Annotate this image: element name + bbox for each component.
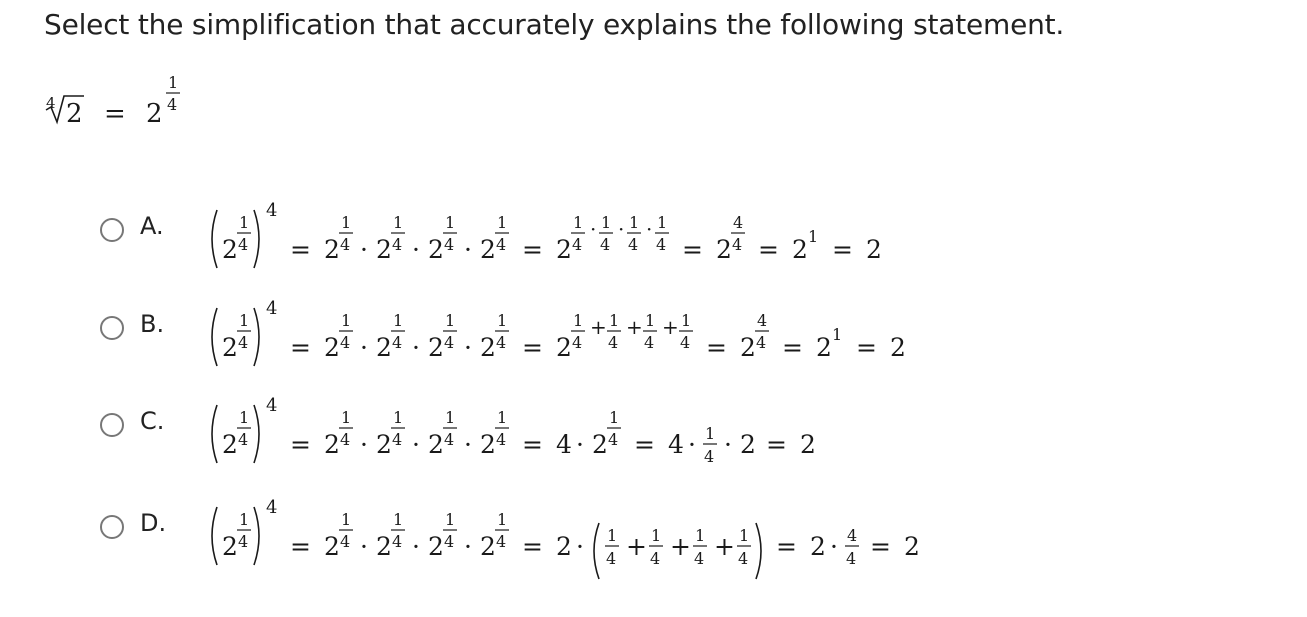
multiply-dot: · [688,430,696,459]
exponent-denominator: 4 [392,235,403,254]
base-two: 2 [740,430,756,459]
exponent-numerator: 1 [341,311,352,330]
exponent-denominator: 4 [496,430,507,449]
exponent-denominator: 4 [444,430,455,449]
exponent-numerator: 1 [573,213,584,232]
equals-sign: = [832,235,853,264]
exponent-one: 1 [832,325,843,344]
radio-button-b[interactable] [100,316,124,340]
multiply-dot: · [464,532,472,561]
plus-sign: + [714,532,735,561]
right-parenthesis [756,523,761,579]
fraction-numerator: 1 [705,424,716,443]
exponent-numerator: 1 [445,311,456,330]
result-value: 2 [866,235,882,264]
option-c[interactable] [96,395,1246,495]
exponent-numerator: 1 [445,213,456,232]
option-b-expression [210,284,1210,384]
exponent-denominator: 4 [238,430,249,449]
exponent-numerator: 1 [497,311,508,330]
equals-sign: = [522,235,543,264]
exponent-numerator: 1 [393,510,404,529]
multiply-dot: · [830,532,838,561]
exponent-numerator: 1 [497,408,508,427]
statement-equation [42,70,202,140]
power-base: 2 [428,532,444,561]
power-base: 2 [376,235,392,264]
multiply-dot: · [576,532,584,561]
exponent-numerator: 1 [239,213,250,232]
equals-sign: = [522,532,543,561]
fraction-denominator: 4 [606,549,617,568]
multiply-dot: · [646,217,653,241]
exponent-numerator: 1 [239,408,250,427]
exponent-denominator: 4 [444,333,455,352]
multiply-dot: · [360,430,368,459]
multiply-dot: · [724,430,732,459]
option-d[interactable] [96,497,1246,597]
power-base: 2 [324,430,340,459]
option-c-expression [210,381,1210,481]
equals-sign: = [856,333,877,362]
exponent-numerator: 4 [757,311,768,330]
exponent-numerator: 1 [393,408,404,427]
equals-sign: = [290,333,311,362]
right-parenthesis [254,405,259,463]
right-parenthesis [254,308,259,366]
question-prompt: Select the simplification that accurately explains the following statement. [44,8,1065,41]
option-letter-a: A. [140,212,164,240]
exponent-denominator: 4 [608,333,619,352]
coefficient-four: 4 [668,430,684,459]
exponent-denominator: 4 [340,235,351,254]
left-parenthesis [212,210,217,268]
power-base: 2 [222,333,238,362]
base-two: 2 [810,532,826,561]
equals-sign: = [634,430,655,459]
multiply-dot: · [360,532,368,561]
outer-exponent: 4 [266,395,278,416]
exponent-denominator: 4 [444,532,455,551]
fraction-numerator: 1 [695,526,706,545]
multiply-dot: · [412,532,420,561]
power-base: 2 [376,532,392,561]
exponent-numerator: 1 [445,510,456,529]
exponent-denominator: 4 [656,235,667,254]
fraction-denominator: 4 [694,549,705,568]
exponent-denominator: 4 [600,235,611,254]
equals-sign: = [522,430,543,459]
power-base: 2 [716,235,732,264]
fraction-numerator: 1 [739,526,750,545]
outer-exponent: 4 [266,200,278,221]
exponent-denominator: 4 [732,235,743,254]
multiply-dot: · [360,333,368,362]
exponent-denominator: 4 [238,333,249,352]
power-base: 2 [146,99,163,129]
power-base: 2 [480,333,496,362]
fraction-numerator: 1 [651,526,662,545]
power-base: 2 [222,430,238,459]
exponent-numerator: 1 [497,510,508,529]
exponent-numerator: 1 [393,213,404,232]
outer-exponent: 4 [266,497,278,518]
exponent-denominator: 4 [392,333,403,352]
plus-sign: + [626,532,647,561]
option-letter-b: B. [140,310,165,338]
outer-exponent: 4 [266,298,278,319]
exponent-numerator: 1 [609,408,620,427]
left-parenthesis [212,507,217,565]
exponent-denominator: 4 [167,95,178,114]
equals-sign: = [706,333,727,362]
equals-sign: = [290,235,311,264]
radio-button-a[interactable] [100,218,124,242]
equals-sign: = [782,333,803,362]
equals-sign: = [870,532,891,561]
left-parenthesis [594,523,599,579]
exponent-numerator: 1 [657,213,668,232]
power-base: 2 [792,235,808,264]
exponent-numerator: 1 [239,510,250,529]
equals-sign: = [776,532,797,561]
right-parenthesis [254,210,259,268]
exponent-numerator: 1 [445,408,456,427]
multiply-dot: · [360,235,368,264]
multiply-dot: · [590,217,597,241]
exponent-denominator: 4 [238,235,249,254]
exponent-denominator: 4 [392,532,403,551]
power-base: 2 [592,430,608,459]
equals-sign: = [758,235,779,264]
exponent-numerator: 1 [629,213,640,232]
plus-sign: + [662,315,679,339]
exponent-numerator: 1 [497,213,508,232]
power-base: 2 [816,333,832,362]
exponent-denominator: 4 [496,333,507,352]
exponent-numerator: 1 [168,73,179,92]
right-parenthesis [254,507,259,565]
power-base: 2 [556,333,572,362]
equals-sign: = [104,99,126,129]
power-base: 2 [324,532,340,561]
exponent-numerator: 1 [645,311,656,330]
plus-sign: + [590,315,607,339]
fraction-numerator: 4 [847,526,858,545]
fraction-denominator: 4 [650,549,661,568]
multiply-dot: · [464,430,472,459]
radio-button-d[interactable] [100,515,124,539]
multiply-dot: · [412,430,420,459]
exponent-one: 1 [808,227,819,246]
exponent-numerator: 1 [341,213,352,232]
power-base: 2 [480,430,496,459]
power-base: 2 [480,532,496,561]
plus-sign: + [626,315,643,339]
left-parenthesis [212,308,217,366]
left-parenthesis [212,405,217,463]
exponent-denominator: 4 [340,333,351,352]
option-a-expression [210,186,1210,286]
multiply-dot: · [464,235,472,264]
multiply-dot: · [618,217,625,241]
exponent-denominator: 4 [572,333,583,352]
radical-index: 4 [46,94,56,112]
power-base: 2 [324,235,340,264]
exponent-denominator: 4 [628,235,639,254]
option-letter-c: C. [140,407,165,435]
plus-sign: + [670,532,691,561]
exponent-denominator: 4 [680,333,691,352]
power-base: 2 [740,333,756,362]
power-base: 2 [428,333,444,362]
multiply-dot: · [464,333,472,362]
result-value: 2 [800,430,816,459]
fraction-denominator: 4 [704,447,715,466]
fraction-denominator: 4 [846,549,857,568]
exponent-denominator: 4 [238,532,249,551]
exponent-numerator: 4 [733,213,744,232]
power-base: 2 [222,235,238,264]
result-value: 2 [904,532,920,561]
power-base: 2 [376,333,392,362]
fraction-denominator: 4 [738,549,749,568]
multiply-dot: · [576,430,584,459]
exponent-numerator: 1 [601,213,612,232]
power-base: 2 [428,235,444,264]
fraction-numerator: 1 [607,526,618,545]
exponent-numerator: 1 [609,311,620,330]
power-base: 2 [222,532,238,561]
exponent-numerator: 1 [393,311,404,330]
exponent-numerator: 1 [573,311,584,330]
equals-sign: = [522,333,543,362]
exponent-denominator: 4 [444,235,455,254]
exponent-denominator: 4 [572,235,583,254]
multiply-dot: · [412,333,420,362]
radio-button-c[interactable] [100,413,124,437]
exponent-denominator: 4 [340,430,351,449]
exponent-numerator: 1 [681,311,692,330]
option-d-expression [210,483,1210,583]
multiply-dot: · [412,235,420,264]
power-base: 2 [428,430,444,459]
coefficient-four: 4 [556,430,572,459]
power-base: 2 [556,235,572,264]
exponent-denominator: 4 [608,430,619,449]
exponent-denominator: 4 [496,532,507,551]
exponent-denominator: 4 [644,333,655,352]
result-value: 2 [890,333,906,362]
power-base: 2 [480,235,496,264]
exponent-numerator: 1 [341,408,352,427]
option-letter-d: D. [140,509,167,537]
exponent-denominator: 4 [392,430,403,449]
equals-sign: = [682,235,703,264]
equals-sign: = [766,430,787,459]
exponent-denominator: 4 [756,333,767,352]
radicand: 2 [66,99,83,129]
power-base: 2 [376,430,392,459]
exponent-denominator: 4 [340,532,351,551]
base-two: 2 [556,532,572,561]
exponent-numerator: 1 [341,510,352,529]
equals-sign: = [290,430,311,459]
exponent-denominator: 4 [496,235,507,254]
exponent-numerator: 1 [239,311,250,330]
equals-sign: = [290,532,311,561]
power-base: 2 [324,333,340,362]
